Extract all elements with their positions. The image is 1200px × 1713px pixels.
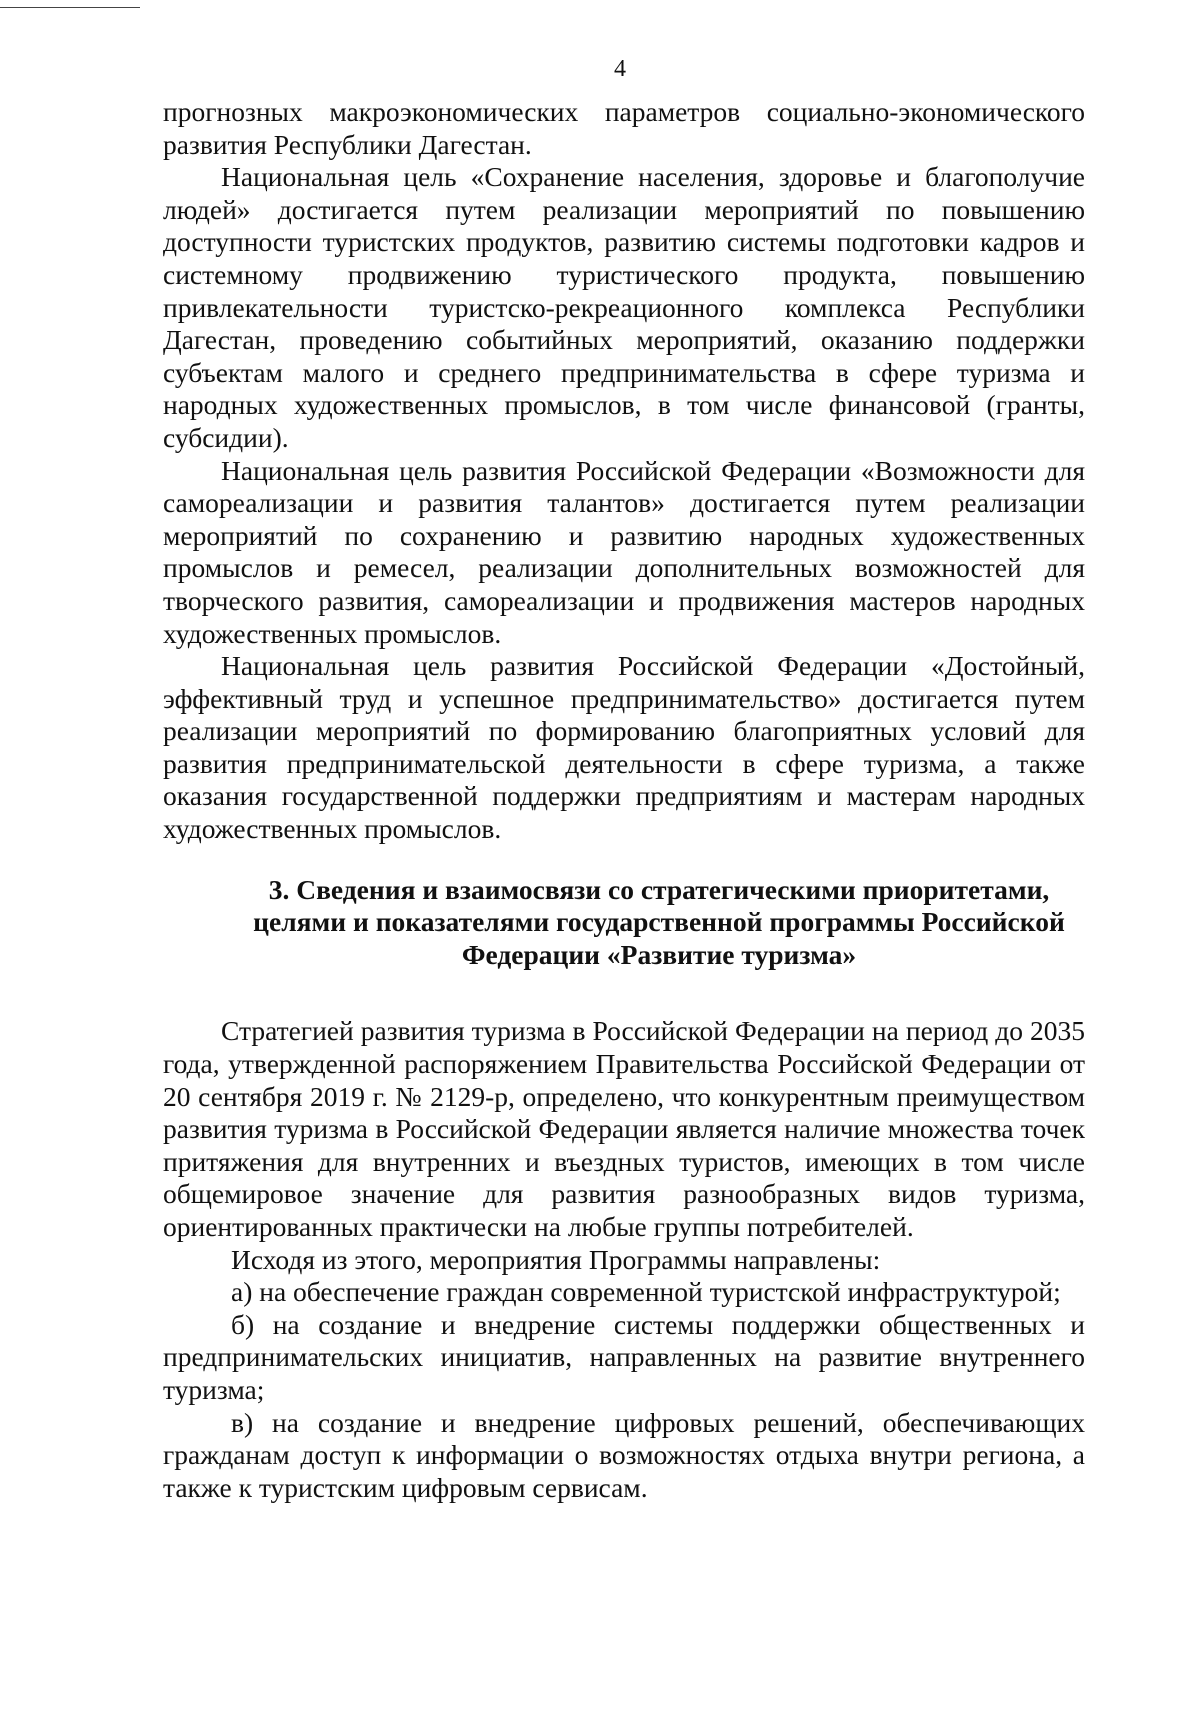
list-item-c: в) на создание и внедрение цифровых решений, обеспечивающих гражданам доступ к информации о возможностях отдыха внутри региона, а также к туристским цифровым сервисам. [163, 1406, 1085, 1503]
section-heading-line: 3. Сведения и взаимосвязи со стратегическими приоритетами, [268, 873, 1050, 905]
list-item-b: б) на создание и внедрение системы поддержки общественных и предпринимательских инициатив, направленных на развитие внутреннего туризма; [163, 1308, 1085, 1405]
section-heading [163, 874, 1085, 972]
list-intro: Исходя из этого, мероприятия Программы направлены: [231, 1243, 881, 1275]
section-heading-line: целями и показателями государственной программы Российской [253, 906, 1065, 938]
paragraph-goal-population: Национальная цель «Сохранение населения, здоровье и благополучие людей» достигается путем реализации мероприятий по повышению доступности туристских продуктов, развитию системы подготовки кадров и системному продвижению туристического продукта, повышению привлекательности туристско-рекреационного комплекса Республики Дагестан, проведению событийных мероприятий, оказанию поддержки субъектам малого и среднего предпринимательства в сфере туризма и народных художественных промыслов, в том числе финансовой (гранты, субсидии). [163, 161, 1085, 453]
paragraph-continuation: прогнозных макроэкономических параметров социально-экономического развития Республики Дагестан. [163, 96, 1085, 160]
document-body [163, 96, 1085, 1504]
scan-edge-line [0, 7, 140, 8]
paragraph-goal-talents: Национальная цель развития Российской Федерации «Возможности для самореализации и развития талантов» достигается путем реализации мероприятий по сохранению и развитию народных художественных промыслов и ремесел, реализации дополнительных возможностей для творческого развития, самореализации и продвижения мастеров народных художественных промыслов. [163, 454, 1085, 649]
paragraph-goal-labor: Национальная цель развития Российской Федерации «Достойный, эффективный труд и успешное предпринимательство» достигается путем реализации мероприятий по формированию благоприятных условий для развития предпринимательской деятельности в сфере туризма, а также оказания государственной поддержки предприятиям и мастерам народных художественных промыслов. [163, 650, 1085, 845]
page-number: 4 [614, 56, 626, 82]
paragraph-strategy: Стратегией развития туризма в Российской Федерации на период до 2035 года, утвержденной распоряжением Правительства Российской Федерации от 20 сентября 2019 г. № 2129-р, определено, что конкурентным преимуществом развития туризма в Российской Федерации является наличие множества точек притяжения для внутренних и въездных туристов, имеющих в том числе общемировое значение для развития разнообразных видов туризма, ориентированных практически на любые группы потребителей. [163, 1015, 1085, 1242]
section-heading-line: Федерации «Развитие туризма» [461, 938, 857, 970]
list-item-a: а) на обеспечение граждан современной туристской инфраструктурой; [231, 1276, 1061, 1308]
